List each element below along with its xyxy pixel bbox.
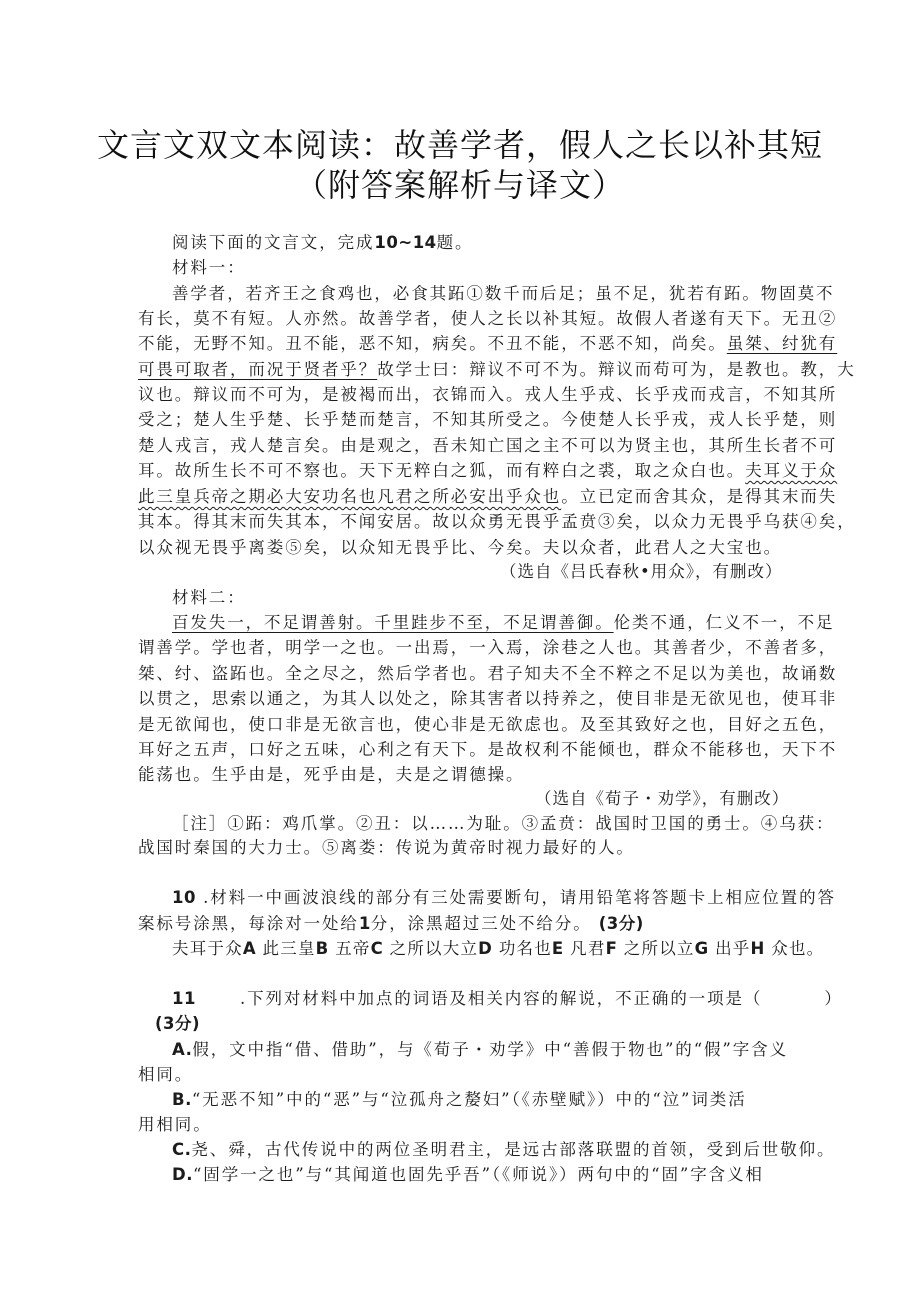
material2-line: 桀、纣、盗跖也。全之尽之，然后学者也。君子知夫不全不粹之不足以为美也，故诵数	[138, 664, 838, 683]
question-10-options: 夫耳于众A 此三皇B 五帝C 之所以大立D 功名也E 凡君F 之所以立G 出乎H 众也。	[172, 939, 825, 958]
material2-line: 是无欲闻也，使口非是无欲言也，使心非是无欲虑也。及至其致好之也，目好之五色，	[138, 715, 838, 734]
material2-line: 百发失一，不足谓善射。千里跬步不至，不足谓善御。伦类不通，仁义不一，不足	[172, 613, 835, 632]
material2-line: 谓善学。学也者，明学一之也。一出焉，一入焉，涂巷之人也。其善者少，不善者多，	[138, 638, 838, 657]
option-key: F	[605, 939, 618, 958]
option-key: H	[750, 939, 765, 958]
notes-line: ［注］①跖：鸡爪掌。②丑：以……为耻。③孟贲：战国时卫国的勇士。④乌获：	[172, 814, 835, 833]
material1-line: 以众视无畏乎离娄⑤矣，以众知无畏乎比、今矣。夫以众者，此君人之大宝也。	[138, 538, 782, 557]
underlined-sentence: 可畏可取者，而况于贤者乎？	[138, 360, 378, 379]
option-key: E	[551, 939, 564, 958]
material1-line: 楚人戎言，戎人楚言矣。由是观之，吾未知亡国之主不可以为贤主也，其所生长者不可	[138, 436, 838, 455]
material2-source: （选自《荀子・劝学》，有删改）	[535, 789, 790, 808]
option-b-line: 用相同。	[138, 1115, 212, 1134]
page-title: 文言文双文本阅读：故善学者，假人之长以补其短	[96, 126, 823, 164]
option-c-line: C.尧、舜，古代传说中的两位圣明君主，是远古部落联盟的首领，受到后世敬仰。	[172, 1140, 836, 1159]
option-b-line: B.“无恶不知”中的“恶”与“泣孤舟之嫠妇”（《赤壁赋》）中的“泣”词类活	[172, 1090, 747, 1109]
question-11-score: (3分)	[155, 1014, 201, 1033]
material1-line: 议也。辩议而不可为，是被褐而出，衣锦而入。戎人生乎戎、长乎戎而戎言，不知其所	[138, 385, 838, 404]
question-number: 11	[172, 989, 196, 1008]
material1-line: 有长，莫不有短。人亦然。故善学者，使人之长以补其短。故假人者遂有天下。无丑②	[138, 309, 838, 328]
material1-line: 可畏可取者，而况于贤者乎？故学士曰：辩议不可不为。辩议而苟可为，是教也。教，大	[138, 360, 856, 379]
material1-source: （选自《吕氏春秋•用众》，有删改）	[500, 562, 783, 581]
notes-line: 战国时秦国的大力士。⑤离娄：传说为黄帝时视力最好的人。	[138, 838, 635, 857]
material2-line: 以贯之，思索以通之，为其人以处之，除其害者以持养之，使目非是无欲见也，使耳非	[138, 689, 838, 708]
material2-label: 材料二：	[172, 588, 246, 607]
question-number: 10	[172, 888, 196, 907]
question-10-line: 案标号涂黑，每涂对一处给1分，涂黑超过三处不给分。 (3分)	[138, 914, 644, 933]
material1-line: 不能，无野不知。丑不能，恶不知，病矣。不丑不能，不恶不知，尚矣。虽桀、纣犹有	[138, 334, 838, 353]
underlined-sentence: 百发失一，不足谓善射。千里跬步不至，不足谓善御。	[172, 613, 614, 632]
option-key: B	[315, 939, 329, 958]
material2-line: 能荡也。生乎由是，死乎由是，夫是之谓德操。	[138, 765, 525, 784]
option-a-line: A.假，文中指“借、借助”，与《荀子・劝学》中“善假于物也”的“假”字含义	[172, 1040, 788, 1059]
option-key: C	[370, 939, 384, 958]
question-10-line: 10 .材料一中画波浪线的部分有三处需要断句，请用铅笔将答题卡上相应位置的答	[172, 888, 836, 907]
wavy-underlined-text: 此三皇兵帝之期必大安功名也凡君之所必安出乎众也	[138, 487, 562, 506]
underlined-sentence: 虽桀、纣犹有	[726, 334, 838, 353]
material1-line: 此三皇兵帝之期必大安功名也凡君之所必安出乎众也。立已定而舍其众，是得其末而失	[138, 487, 838, 506]
intro-line: 阅读下面的文言文，完成10~14题。	[172, 233, 474, 252]
option-key: A	[242, 939, 257, 958]
wavy-underlined-text: 夫耳义于众	[745, 461, 838, 480]
option-key: G	[694, 939, 709, 958]
question-11-line: 11 .下列对材料中加点的词语及相关内容的解说，不正确的一项是（ ）	[172, 989, 843, 1008]
material1-line: 耳。故所生长不可不察也。天下无粹白之狐，而有粹白之裘，取之众白也。夫耳义于众	[138, 461, 838, 480]
page-subtitle: （附答案解析与译文）	[294, 166, 625, 204]
option-key: D	[478, 939, 493, 958]
material2-line: 耳好之五声，口好之五味，心利之有天下。是故权利不能倾也，群众不能移也，天下不	[138, 740, 838, 759]
material1-label: 材料一：	[172, 258, 246, 277]
material1-line: 受之；楚人生乎楚、长乎楚而楚言，不知其所受之。今使楚人长乎戎，戎人长乎楚，则	[138, 410, 838, 429]
material1-line: 其本。得其末而失其本，不闻安居。故以众勇无畏乎孟贲③矣，以众力无畏乎乌获④矣，	[138, 512, 856, 531]
option-a-line: 相同。	[138, 1065, 194, 1084]
option-d-line: D.“固学一之也”与“其闻道也固先乎吾”（《师说》）两句中的“固”字含义相	[172, 1165, 764, 1184]
material1-line: 善学者，若齐王之食鸡也，必食其跖①数千而后足；虽不足，犹若有跖。物固莫不	[172, 284, 835, 303]
